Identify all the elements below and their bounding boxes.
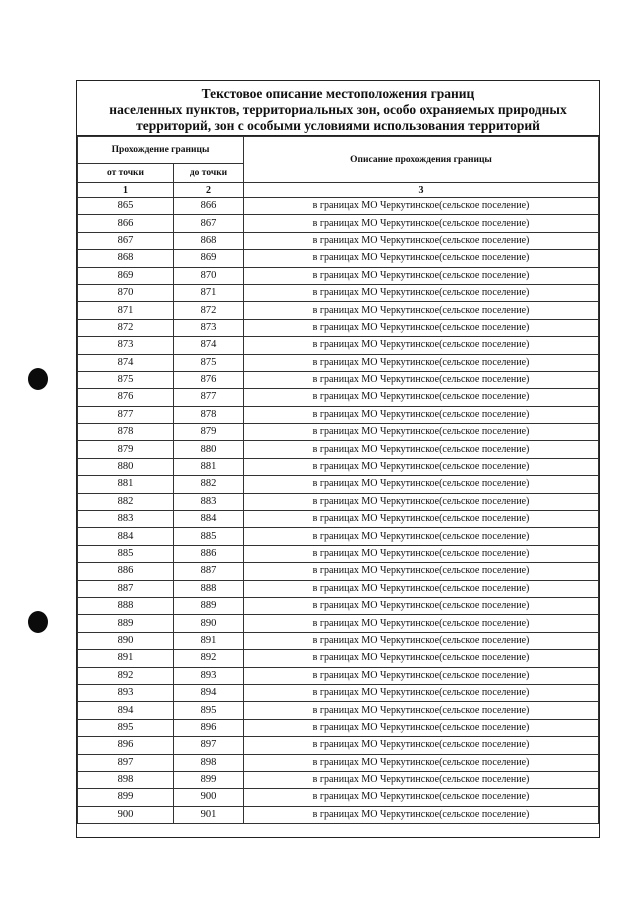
cell-description: в границах МО Черкутинское(сельское поселение) — [244, 650, 599, 667]
cell-description: в границах МО Черкутинское(сельское поселение) — [244, 476, 599, 493]
cell-from-point: 871 — [78, 302, 174, 319]
cell-to-point: 867 — [174, 215, 244, 232]
cell-description: в границах МО Черкутинское(сельское поселение) — [244, 198, 599, 215]
cell-from-point: 883 — [78, 511, 174, 528]
header-passage: Прохождение границы — [78, 137, 244, 164]
document-title — [77, 81, 599, 136]
table-row — [78, 528, 599, 545]
cell-to-point: 875 — [174, 354, 244, 371]
table-row — [78, 580, 599, 597]
table-row — [78, 389, 599, 406]
table-row — [78, 597, 599, 614]
cell-from-point: 897 — [78, 754, 174, 771]
cell-description: в границах МО Черкутинское(сельское поселение) — [244, 250, 599, 267]
cell-description: в границах МО Черкутинское(сельское поселение) — [244, 789, 599, 806]
cell-to-point: 876 — [174, 371, 244, 388]
table-row — [78, 476, 599, 493]
cell-to-point: 874 — [174, 337, 244, 354]
cell-description: в границах МО Черкутинское(сельское поселение) — [244, 754, 599, 771]
table-row — [78, 354, 599, 371]
table-row — [78, 702, 599, 719]
title-line-1: Текстовое описание местоположения границ — [201, 86, 475, 101]
header-col-2: 2 — [174, 183, 244, 198]
cell-from-point: 896 — [78, 737, 174, 754]
cell-from-point: 865 — [78, 198, 174, 215]
cell-from-point: 875 — [78, 371, 174, 388]
cell-to-point: 868 — [174, 232, 244, 249]
cell-description: в границах МО Черкутинское(сельское поселение) — [244, 615, 599, 632]
cell-from-point: 882 — [78, 493, 174, 510]
cell-from-point: 898 — [78, 771, 174, 788]
table-row — [78, 371, 599, 388]
table-row — [78, 441, 599, 458]
table-row — [78, 771, 599, 788]
cell-to-point: 898 — [174, 754, 244, 771]
cell-from-point: 873 — [78, 337, 174, 354]
cell-description: в границах МО Черкутинское(сельское поселение) — [244, 545, 599, 562]
cell-from-point: 887 — [78, 580, 174, 597]
cell-description: в границах МО Черкутинское(сельское поселение) — [244, 580, 599, 597]
table-row — [78, 667, 599, 684]
cell-from-point: 892 — [78, 667, 174, 684]
cell-description: в границах МО Черкутинское(сельское поселение) — [244, 806, 599, 823]
cell-from-point: 874 — [78, 354, 174, 371]
table-row — [78, 615, 599, 632]
header-col-1: 1 — [78, 183, 174, 198]
table-row — [78, 493, 599, 510]
cell-from-point: 899 — [78, 789, 174, 806]
table-row — [78, 806, 599, 823]
cell-description: в границах МО Черкутинское(сельское поселение) — [244, 424, 599, 441]
table-row — [78, 458, 599, 475]
cell-description: в границах МО Черкутинское(сельское поселение) — [244, 232, 599, 249]
table-row — [78, 267, 599, 284]
cell-to-point: 896 — [174, 719, 244, 736]
cell-description: в границах МО Черкутинское(сельское поселение) — [244, 632, 599, 649]
table-row — [78, 337, 599, 354]
cell-to-point: 901 — [174, 806, 244, 823]
table-row — [78, 511, 599, 528]
cell-to-point: 871 — [174, 284, 244, 301]
title-line-2: населенных пунктов, территориальных зон, особо охраняемых природных — [109, 102, 567, 117]
cell-description: в границах МО Черкутинское(сельское поселение) — [244, 406, 599, 423]
cell-description: в границах МО Черкутинское(сельское поселение) — [244, 563, 599, 580]
cell-to-point: 888 — [174, 580, 244, 597]
table-row — [78, 737, 599, 754]
cell-from-point: 900 — [78, 806, 174, 823]
table-row — [78, 319, 599, 336]
cell-description: в границах МО Черкутинское(сельское поселение) — [244, 319, 599, 336]
cell-to-point: 883 — [174, 493, 244, 510]
cell-description: в границах МО Черкутинское(сельское поселение) — [244, 667, 599, 684]
cell-to-point: 895 — [174, 702, 244, 719]
cell-description: в границах МО Черкутинское(сельское поселение) — [244, 371, 599, 388]
cell-from-point: 894 — [78, 702, 174, 719]
table-row — [78, 632, 599, 649]
cell-to-point: 887 — [174, 563, 244, 580]
cell-from-point: 869 — [78, 267, 174, 284]
cell-description: в границах МО Черкутинское(сельское поселение) — [244, 771, 599, 788]
cell-description: в границах МО Черкутинское(сельское поселение) — [244, 719, 599, 736]
table-row — [78, 563, 599, 580]
cell-description: в границах МО Черкутинское(сельское поселение) — [244, 702, 599, 719]
table-row — [78, 406, 599, 423]
table-row — [78, 284, 599, 301]
cell-description: в границах МО Черкутинское(сельское поселение) — [244, 337, 599, 354]
cell-from-point: 889 — [78, 615, 174, 632]
cell-description: в границах МО Черкутинское(сельское поселение) — [244, 511, 599, 528]
punch-hole-bottom — [28, 611, 48, 633]
cell-to-point: 873 — [174, 319, 244, 336]
cell-from-point: 870 — [78, 284, 174, 301]
cell-to-point: 890 — [174, 615, 244, 632]
table-row — [78, 650, 599, 667]
cell-from-point: 878 — [78, 424, 174, 441]
table-row — [78, 232, 599, 249]
cell-to-point: 872 — [174, 302, 244, 319]
cell-from-point: 877 — [78, 406, 174, 423]
cell-description: в границах МО Черкутинское(сельское поселение) — [244, 354, 599, 371]
cell-to-point: 880 — [174, 441, 244, 458]
cell-from-point: 876 — [78, 389, 174, 406]
header-description: Описание прохождения границы — [244, 137, 599, 183]
cell-to-point: 885 — [174, 528, 244, 545]
cell-to-point: 900 — [174, 789, 244, 806]
cell-to-point: 877 — [174, 389, 244, 406]
cell-description: в границах МО Черкутинское(сельское поселение) — [244, 215, 599, 232]
cell-to-point: 891 — [174, 632, 244, 649]
cell-from-point: 881 — [78, 476, 174, 493]
cell-to-point: 899 — [174, 771, 244, 788]
table-row — [78, 250, 599, 267]
boundary-table — [77, 136, 599, 824]
cell-to-point: 866 — [174, 198, 244, 215]
cell-from-point: 888 — [78, 597, 174, 614]
cell-description: в границах МО Черкутинское(сельское поселение) — [244, 458, 599, 475]
cell-to-point: 870 — [174, 267, 244, 284]
table-tail — [77, 824, 599, 830]
cell-to-point: 882 — [174, 476, 244, 493]
cell-to-point: 884 — [174, 511, 244, 528]
cell-to-point: 897 — [174, 737, 244, 754]
table-row — [78, 719, 599, 736]
cell-from-point: 891 — [78, 650, 174, 667]
cell-description: в границах МО Черкутинское(сельское поселение) — [244, 284, 599, 301]
table-row — [78, 424, 599, 441]
cell-from-point: 893 — [78, 684, 174, 701]
table-row — [78, 545, 599, 562]
cell-description: в границах МО Черкутинское(сельское поселение) — [244, 737, 599, 754]
cell-from-point: 872 — [78, 319, 174, 336]
cell-description: в границах МО Черкутинское(сельское поселение) — [244, 684, 599, 701]
cell-to-point: 892 — [174, 650, 244, 667]
cell-from-point: 867 — [78, 232, 174, 249]
cell-from-point: 890 — [78, 632, 174, 649]
cell-description: в границах МО Черкутинское(сельское поселение) — [244, 302, 599, 319]
table-row — [78, 215, 599, 232]
cell-to-point: 886 — [174, 545, 244, 562]
cell-to-point: 869 — [174, 250, 244, 267]
cell-to-point: 894 — [174, 684, 244, 701]
table-row — [78, 198, 599, 215]
punch-hole-top — [28, 368, 48, 390]
cell-to-point: 879 — [174, 424, 244, 441]
document-sheet — [76, 80, 600, 838]
cell-description: в границах МО Черкутинское(сельское поселение) — [244, 528, 599, 545]
cell-from-point: 886 — [78, 563, 174, 580]
header-to-point: до точки — [174, 164, 244, 183]
cell-description: в границах МО Черкутинское(сельское поселение) — [244, 493, 599, 510]
cell-from-point: 879 — [78, 441, 174, 458]
table-row — [78, 302, 599, 319]
cell-to-point: 881 — [174, 458, 244, 475]
cell-to-point: 893 — [174, 667, 244, 684]
table-row — [78, 789, 599, 806]
cell-description: в границах МО Черкутинское(сельское поселение) — [244, 267, 599, 284]
table-body — [78, 198, 599, 824]
cell-description: в границах МО Черкутинское(сельское поселение) — [244, 441, 599, 458]
cell-description: в границах МО Черкутинское(сельское поселение) — [244, 389, 599, 406]
cell-to-point: 889 — [174, 597, 244, 614]
cell-from-point: 868 — [78, 250, 174, 267]
cell-to-point: 878 — [174, 406, 244, 423]
title-line-3: территорий, зон с особыми условиями использования территорий — [136, 118, 540, 133]
cell-from-point: 880 — [78, 458, 174, 475]
cell-description: в границах МО Черкутинское(сельское поселение) — [244, 597, 599, 614]
header-col-3: 3 — [244, 183, 599, 198]
table-row — [78, 754, 599, 771]
table-row — [78, 684, 599, 701]
cell-from-point: 885 — [78, 545, 174, 562]
header-from-point: от точки — [78, 164, 174, 183]
cell-from-point: 866 — [78, 215, 174, 232]
cell-from-point: 884 — [78, 528, 174, 545]
cell-from-point: 895 — [78, 719, 174, 736]
